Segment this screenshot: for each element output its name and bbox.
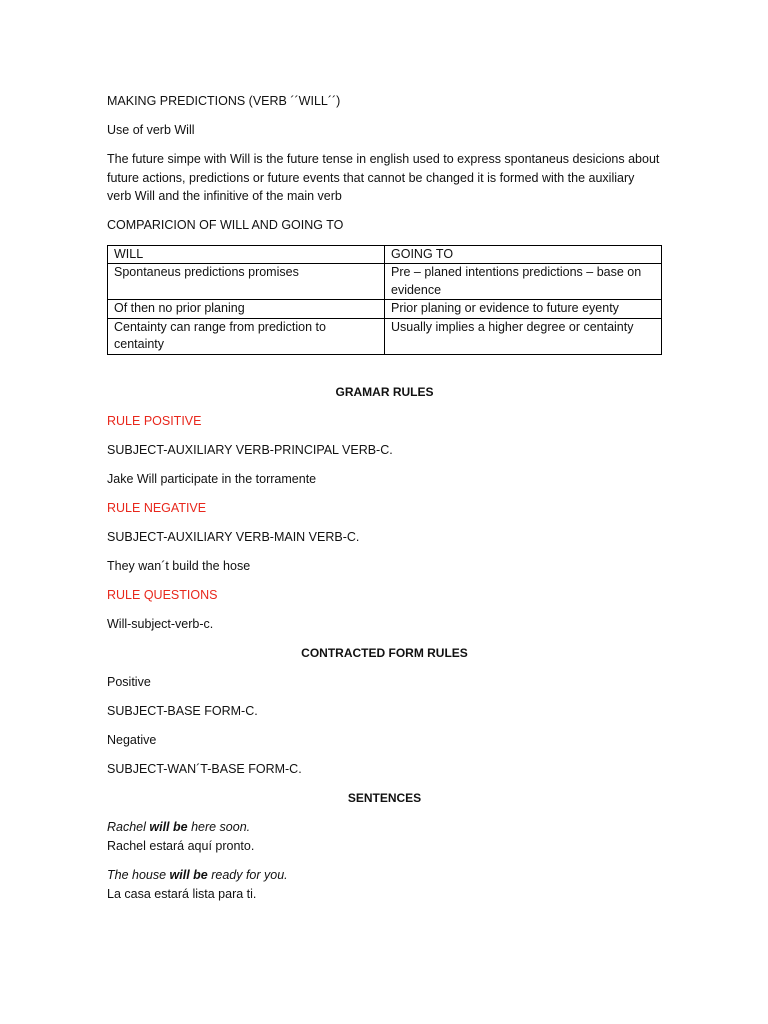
table-cell: Prior planing or evidence to future eyenty xyxy=(385,300,662,319)
sentence-item xyxy=(107,818,662,856)
rule-positive-structure: SUBJECT-AUXILIARY VERB-PRINCIPAL VERB-C. xyxy=(107,442,393,457)
sentence-translation: La casa estará lista para ti. xyxy=(107,886,257,901)
document-page xyxy=(107,92,662,914)
sentence-english xyxy=(107,818,662,837)
rule-negative-structure: SUBJECT-AUXILIARY VERB-MAIN VERB-C. xyxy=(107,529,360,544)
table-row xyxy=(108,318,662,354)
table-cell: Usually implies a higher degree or centainty xyxy=(385,318,662,354)
sentence-pre: Rachel xyxy=(107,819,150,834)
sentences-heading: SENTENCES xyxy=(347,790,422,805)
intro-paragraph: The future simpe with Will is the future tense in english used to express spontaneus desicions about future actions, predictions or future events that cannot be changed it is formed with the auxiliary verb Will and the infinitive of the main verb xyxy=(107,152,660,203)
contracted-positive-label: Positive xyxy=(107,674,151,689)
contracted-positive-structure: SUBJECT-BASE FORM-C. xyxy=(107,703,258,718)
sentence-english xyxy=(107,866,662,885)
sentence-translation: Rachel estará aquí pronto. xyxy=(107,838,255,853)
document-subtitle: Use of verb Will xyxy=(107,123,195,137)
table-header-row xyxy=(108,245,662,264)
sentence-post: here soon. xyxy=(187,819,251,834)
rule-negative-label: RULE NEGATIVE xyxy=(107,500,207,515)
rule-questions-label: RULE QUESTIONS xyxy=(107,587,218,602)
table-cell: Of then no prior planing xyxy=(108,300,385,319)
sentence-item xyxy=(107,866,662,904)
rule-negative-example: They wan´t build the hose xyxy=(107,558,251,573)
contracted-negative-label: Negative xyxy=(107,732,157,747)
sentence-post: ready for you. xyxy=(207,867,288,882)
table-cell: Spontaneus predictions promises xyxy=(108,264,385,300)
comparison-heading: COMPARICION OF WILL AND GOING TO xyxy=(107,217,344,232)
document-title: MAKING PREDICTIONS (VERB ´´WILL´´) xyxy=(107,94,341,108)
rule-questions-structure: Will-subject-verb-c. xyxy=(107,616,214,631)
sentence-verb: will be xyxy=(169,867,208,882)
rule-positive-label: RULE POSITIVE xyxy=(107,413,202,428)
contracted-negative-structure: SUBJECT-WAN´T-BASE FORM-C. xyxy=(107,761,302,776)
table-row xyxy=(108,264,662,300)
rule-positive-example: Jake Will participate in the torramente xyxy=(107,471,317,486)
table-row xyxy=(108,300,662,319)
contracted-form-heading: CONTRACTED FORM RULES xyxy=(301,645,468,660)
table-header-going-to: GOING TO xyxy=(385,245,662,264)
grammar-rules-heading: GRAMAR RULES xyxy=(335,384,434,399)
sentence-pre: The house xyxy=(107,867,170,882)
sentence-verb: will be xyxy=(149,819,188,834)
table-cell: Centainty can range from prediction to centainty xyxy=(108,318,385,354)
comparison-table xyxy=(107,245,662,355)
table-cell: Pre – planed intentions predictions – base on evidence xyxy=(385,264,662,300)
table-header-will: WILL xyxy=(108,245,385,264)
